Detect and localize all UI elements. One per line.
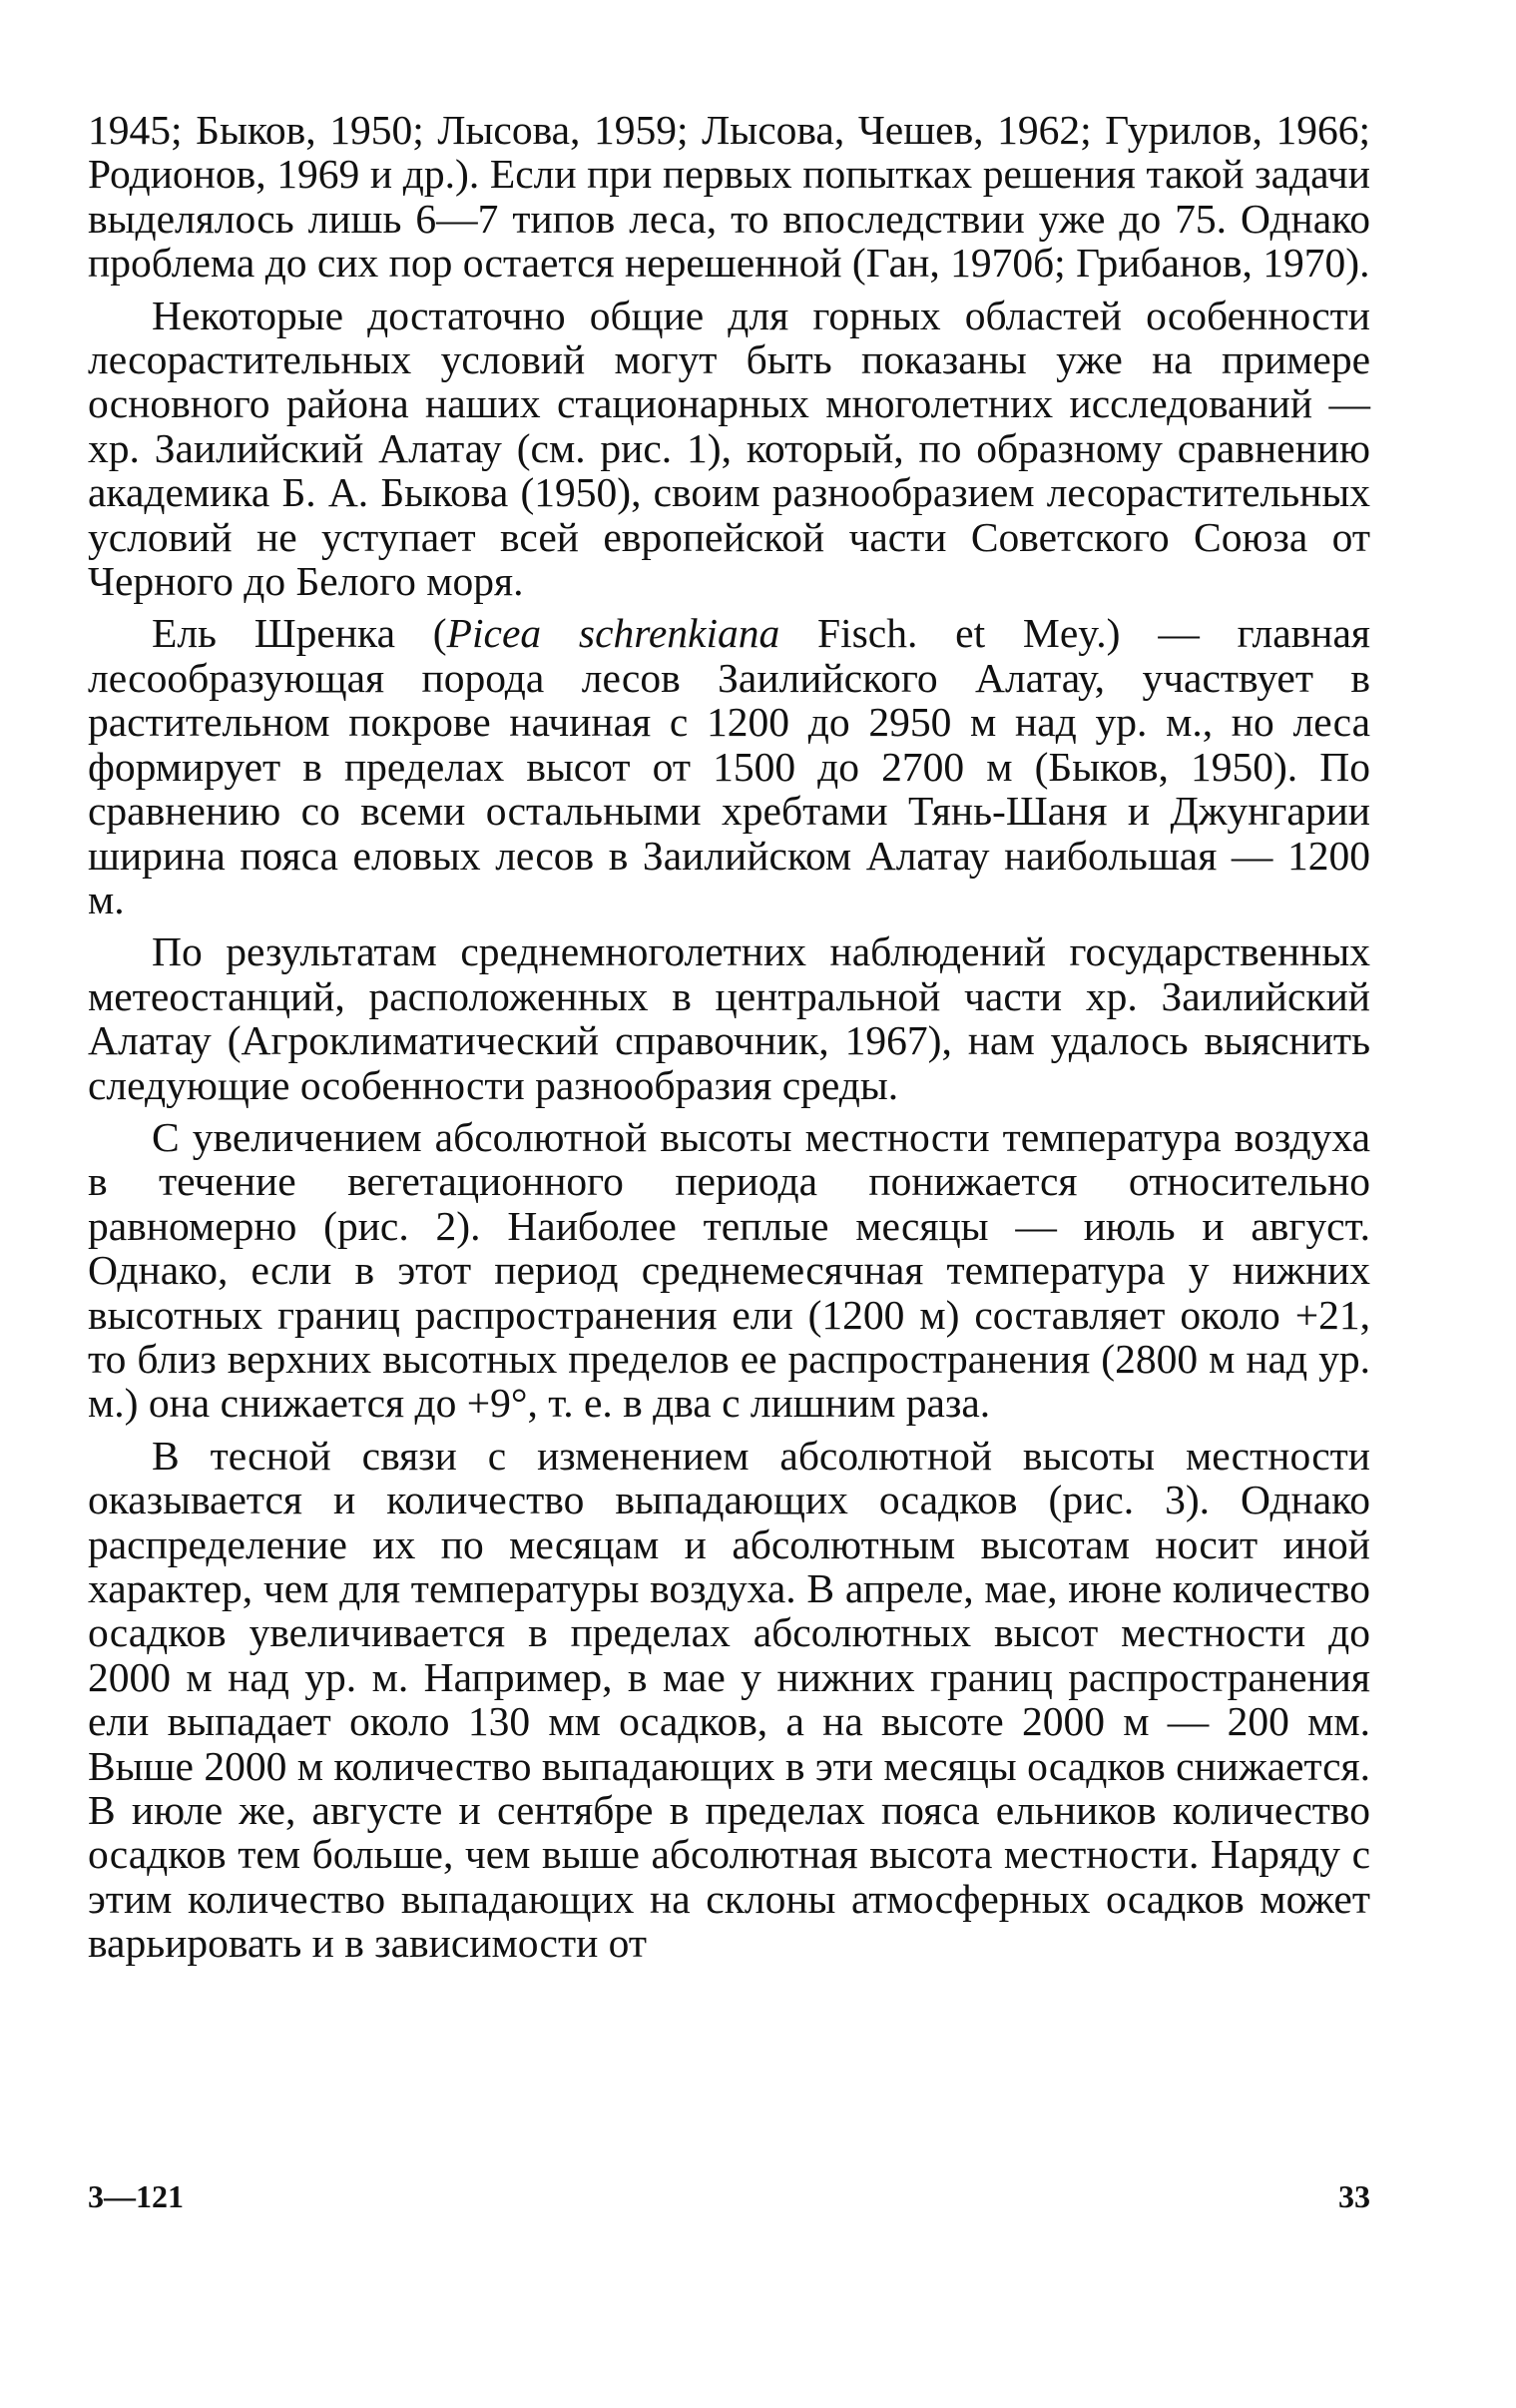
page-number: 33 bbox=[1338, 2178, 1370, 2214]
paragraph-schrenk-spruce bbox=[88, 611, 1370, 921]
page-footer bbox=[88, 2174, 1370, 2218]
paragraph-mountain-conditions: Некоторые достаточно общие для горных областей особенности лесорастительных условий могут быть показаны уже на примере основного района наших стационарных многолетних исследований — хр. Заилийский Алатау (см. рис. 1), который, по образному сравнению академика Б. А. Быкова (1950), своим разнообразием лесорастительных условий не уступает всей европейской части Советского Союза от Черного до Белого моря. bbox=[88, 292, 1370, 605]
paragraph-temperature: С увеличением абсолютной высоты местности температура воздуха в течение вегетационного периода понижается относительно равномерно (рис. 2). Наиболее теплые месяцы — июль и август. Однако, если в этот период среднемесячная температура у нижних высотных границ распространения ели (1200 м) составляет около +21, то близ верхних высотных пределов ее распространения (2800 м над ур. м.) она снижается до +9°, т. е. в два с лишним раза. bbox=[88, 1113, 1370, 1427]
paragraph-continuation: 1945; Быков, 1950; Лысова, 1959; Лысова, Чешев, 1962; Гурилов, 1966; Родионов, 1969 и др.). Если при первых попытках решения такой задачи выделялось лишь 6—7 типов леса, то впоследствии уже до 75. Однако проблема до сих пор остается нерешенной (Ган, 1970б; Грибанов, 1970). bbox=[88, 107, 1370, 287]
paragraph-precipitation: В тесной связи с изменением абсолютной высоты местности оказывается и количество выпадающих осадков (рис. 3). Однако распределение их по месяцам и абсолютным высотам носит иной характер, чем для температуры воздуха. В апреле, мае, июне количество осадков увеличивается в пределах абсолютных высот местности до 2000 м над ур. м. Например, в мае у нижних границ распространения ели выпадает около 130 мм осадков, а на высоте 2000 м — 200 мм. Выше 2000 м количество выпадающих в эти месяцы осадков снижается. В июле же, августе и сентябре в пределах пояса ельников количество осадков тем больше, чем выше абсолютная высота местности. Наряду с этим количество выпадающих на склоны атмосферных осадков может варьировать и в зависимости от bbox=[88, 1432, 1370, 1967]
page-body bbox=[88, 108, 1370, 1974]
spruce-text-post: Fisch. et Mey.) — главная лесообразующая порода лесов Заилийского Алатау, участвует в растительном покрове начиная с 1200 до 2950 м над ур. м., но леса формирует в пределах высот от 1500 до 2700 м (Быков, 1950). По сравнению со всеми остальными хребтами Тянь-Шаня и Джунгарии ширина пояса еловых лесов в Заилийском Алатау наибольшая — 1200 м. bbox=[88, 610, 1370, 922]
paragraph-meteo-observations: По результатам среднемноголетних наблюдений государственных метеостанций, расположенных в центральной части хр. Заилийский Алатау (Агроклиматический справочник, 1967), нам удалось выяснить следующие особенности разнообразия среды. bbox=[88, 928, 1370, 1108]
spruce-latin-name: Picea schrenkiana bbox=[446, 610, 780, 657]
spruce-text-pre: Ель Шренка ( bbox=[152, 610, 447, 657]
printer-signature-mark: 3—121 bbox=[88, 2178, 184, 2214]
